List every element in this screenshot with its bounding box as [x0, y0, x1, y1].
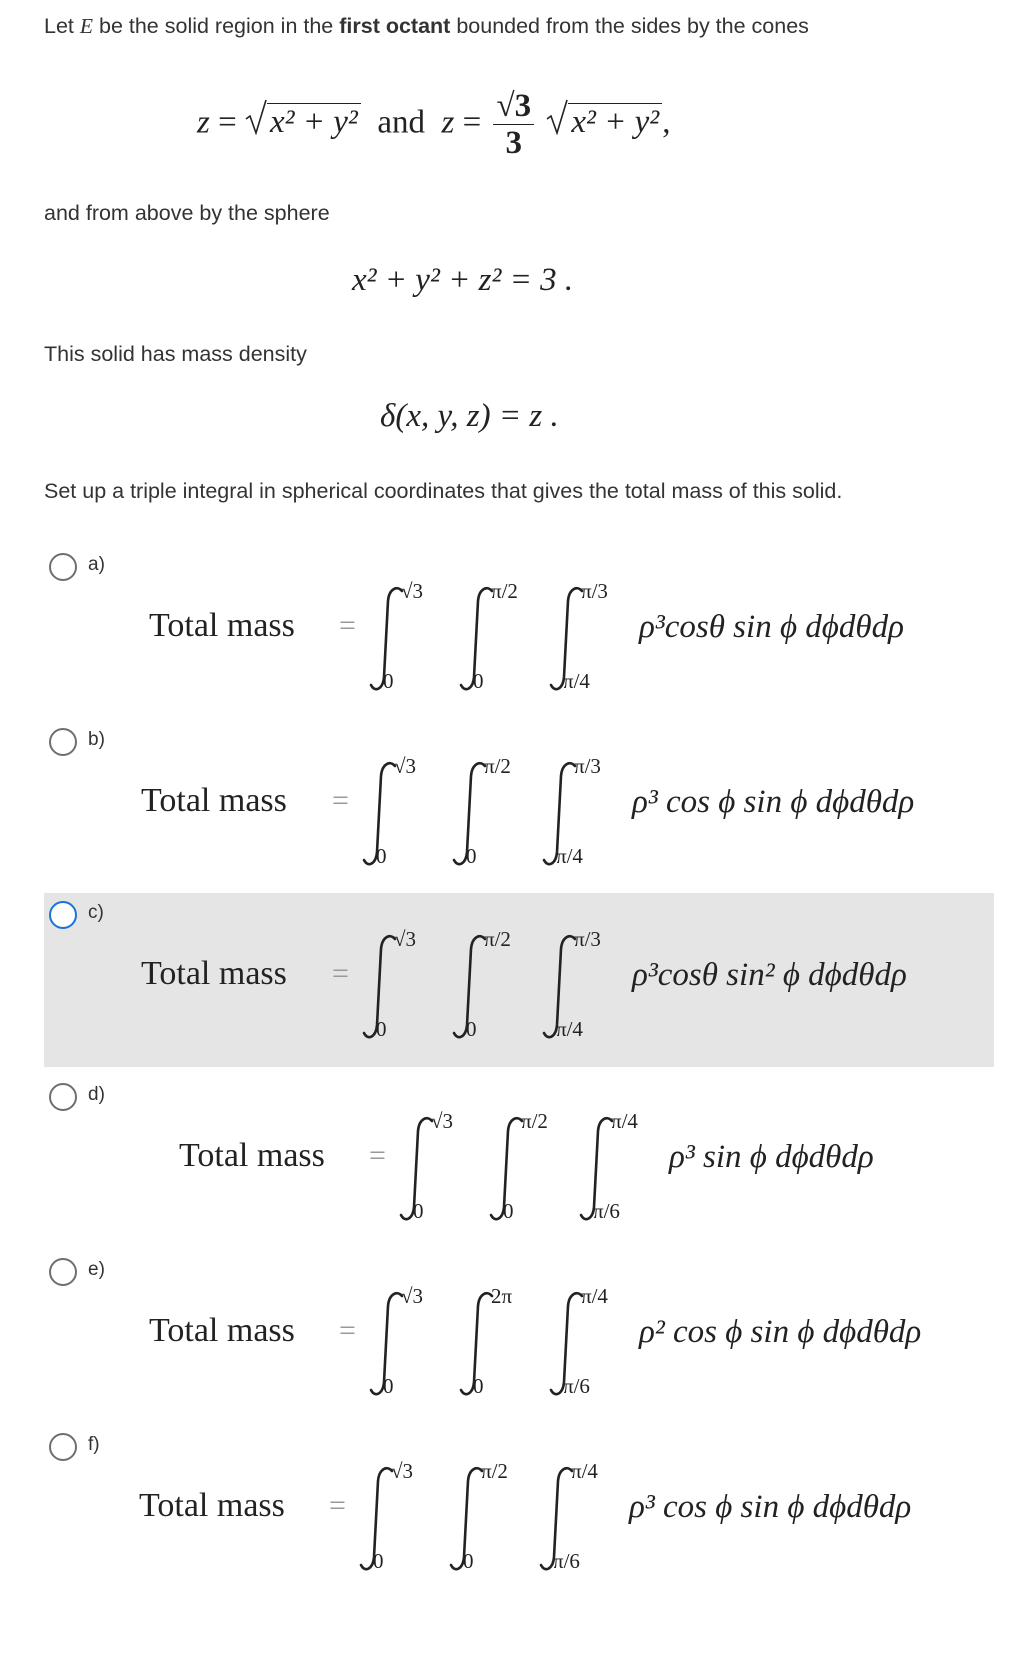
theta-upper-limit: π/2: [481, 1459, 508, 1483]
rho-upper-limit: √3: [401, 1284, 424, 1308]
option-d[interactable]: [44, 1075, 994, 1245]
theta-upper-limit: π/2: [521, 1109, 548, 1133]
sphere-equation: x² + y² + z² = 3 .: [352, 262, 574, 298]
intro-text-mid: be the solid region in the: [93, 14, 340, 38]
rho-lower-limit: 0: [383, 669, 394, 693]
integral-rho: [399, 1109, 454, 1223]
cone2-fraction: [493, 88, 534, 162]
integral-theta: [449, 1459, 508, 1573]
equals-sign: =: [339, 1314, 356, 1347]
cone2-numerator: √3: [493, 88, 534, 125]
cone-comma: ,: [662, 104, 671, 141]
rho-upper-limit: √3: [391, 1459, 414, 1483]
equals-sign: =: [369, 1139, 386, 1172]
theta-upper-limit: π/2: [491, 579, 518, 603]
option-letter: b): [88, 729, 105, 750]
integrand: ρ³ sin ϕ dϕdθdρ: [669, 1139, 874, 1175]
phi-lower-limit: π/6: [593, 1199, 620, 1223]
phi-upper-limit: π/4: [611, 1109, 638, 1133]
equals-sign: =: [339, 609, 356, 642]
cone-equations: z = x² + y² and z = $\frac{√3}{3}$ x² + y²,: [197, 88, 671, 162]
rho-upper-limit: √3: [401, 579, 424, 603]
density-equation: δ(x, y, z) = z .: [380, 398, 559, 434]
integral-phi: [539, 1459, 598, 1573]
phi-upper-limit: π/3: [574, 927, 601, 951]
total-mass-label: Total mass: [141, 782, 287, 819]
integral-equation: [44, 1250, 994, 1420]
phi-lower-limit: π/4: [563, 669, 590, 693]
theta-upper-limit: π/2: [484, 927, 511, 951]
equals-sign: =: [332, 784, 349, 817]
equals-sign: =: [332, 957, 349, 990]
integrand: ρ³ cos ϕ sin ϕ dϕdθdρ: [632, 784, 915, 820]
integral-phi: [549, 579, 608, 693]
integral-equation: [44, 1425, 994, 1595]
option-c[interactable]: [44, 893, 994, 1067]
option-letter: f): [88, 1434, 100, 1455]
option-a[interactable]: [44, 545, 994, 715]
total-mass-label: Total mass: [139, 1487, 285, 1524]
phi-upper-limit: π/4: [571, 1459, 598, 1483]
rho-upper-limit: √3: [431, 1109, 454, 1133]
cone-and-word: and: [377, 104, 425, 141]
theta-lower-limit: 0: [466, 844, 477, 868]
rho-lower-limit: 0: [383, 1374, 394, 1398]
integrand: ρ² cos ϕ sin ϕ dϕdθdρ: [639, 1314, 922, 1350]
integral-phi: [549, 1284, 608, 1398]
total-mass-label: Total mass: [149, 607, 295, 644]
theta-lower-limit: 0: [503, 1199, 514, 1223]
total-mass-label: Total mass: [149, 1312, 295, 1349]
theta-lower-limit: 0: [473, 1374, 484, 1398]
intro-text-post: bounded from the sides by the cones: [450, 14, 809, 38]
integral-rho: [359, 1459, 414, 1573]
rho-upper-limit: √3: [394, 754, 417, 778]
phi-lower-limit: π/4: [556, 844, 583, 868]
radical-sign-icon: [245, 99, 267, 135]
theta-upper-limit: 2π: [491, 1284, 513, 1308]
option-f[interactable]: [44, 1425, 994, 1595]
rho-lower-limit: 0: [413, 1199, 424, 1223]
cone2-radicand: x² + y²: [568, 103, 662, 140]
theta-lower-limit: 0: [463, 1549, 474, 1573]
rho-upper-limit: √3: [394, 927, 417, 951]
integrand: ρ³cosθ sin ϕ dϕdθdρ: [639, 609, 904, 645]
option-letter: a): [88, 554, 105, 575]
option-e[interactable]: [44, 1250, 994, 1420]
integral-theta: [459, 1284, 513, 1398]
integrand: ρ³ cos ϕ sin ϕ dϕdθdρ: [629, 1489, 912, 1525]
cone1-lhs: z: [197, 104, 210, 141]
phi-lower-limit: π/4: [556, 1017, 583, 1041]
integrand: ρ³cosθ sin² ϕ dϕdθdρ: [632, 957, 907, 993]
option-letter: e): [88, 1259, 105, 1280]
intro-bold-first-octant: first octant: [339, 14, 451, 38]
intro-text-pre: Let: [44, 14, 80, 38]
theta-lower-limit: 0: [466, 1017, 477, 1041]
cone2-denominator: 3: [505, 125, 523, 162]
cone2-sqrt: [546, 103, 662, 141]
integral-rho: [369, 579, 424, 693]
integral-equation: [44, 893, 994, 1067]
rho-lower-limit: 0: [376, 1017, 387, 1041]
intro-symbol-e: E: [79, 14, 94, 38]
task-text: Set up a triple integral in spherical coordinates that gives the total mass of this solid.: [44, 479, 843, 503]
phi-lower-limit: π/6: [563, 1374, 590, 1398]
option-letter: d): [88, 1084, 105, 1105]
equals-sign: =: [329, 1489, 346, 1522]
integral-equation: [44, 545, 994, 715]
integral-theta: [452, 927, 511, 1041]
cone1-radicand: x² + y²: [267, 103, 361, 140]
phi-upper-limit: π/3: [574, 754, 601, 778]
problem-intro: [44, 12, 809, 40]
integral-phi: [542, 927, 601, 1041]
integral-equation: [44, 720, 994, 890]
rho-lower-limit: 0: [376, 844, 387, 868]
total-mass-label: Total mass: [141, 955, 287, 992]
option-letter: c): [88, 902, 104, 923]
phi-upper-limit: π/3: [581, 579, 608, 603]
integral-theta: [489, 1109, 548, 1223]
integral-rho: [369, 1284, 424, 1398]
integral-phi: [542, 754, 601, 868]
rho-lower-limit: 0: [373, 1549, 384, 1573]
option-b[interactable]: [44, 720, 994, 890]
phi-upper-limit: π/4: [581, 1284, 608, 1308]
theta-upper-limit: π/2: [484, 754, 511, 778]
integral-rho: [362, 754, 417, 868]
phi-lower-limit: π/6: [553, 1549, 580, 1573]
total-mass-label: Total mass: [179, 1137, 325, 1174]
cone1-sqrt: [245, 103, 361, 141]
sphere-intro-text: and from above by the sphere: [44, 201, 330, 225]
integral-phi: [579, 1109, 638, 1223]
integral-equation: [44, 1075, 994, 1245]
cone2-lhs: z: [441, 104, 455, 141]
theta-lower-limit: 0: [473, 669, 484, 693]
integral-theta: [452, 754, 511, 868]
integral-theta: [459, 579, 518, 693]
density-intro-text: This solid has mass density: [44, 342, 307, 366]
integral-rho: [362, 927, 417, 1041]
radical-sign-icon: [546, 99, 568, 135]
